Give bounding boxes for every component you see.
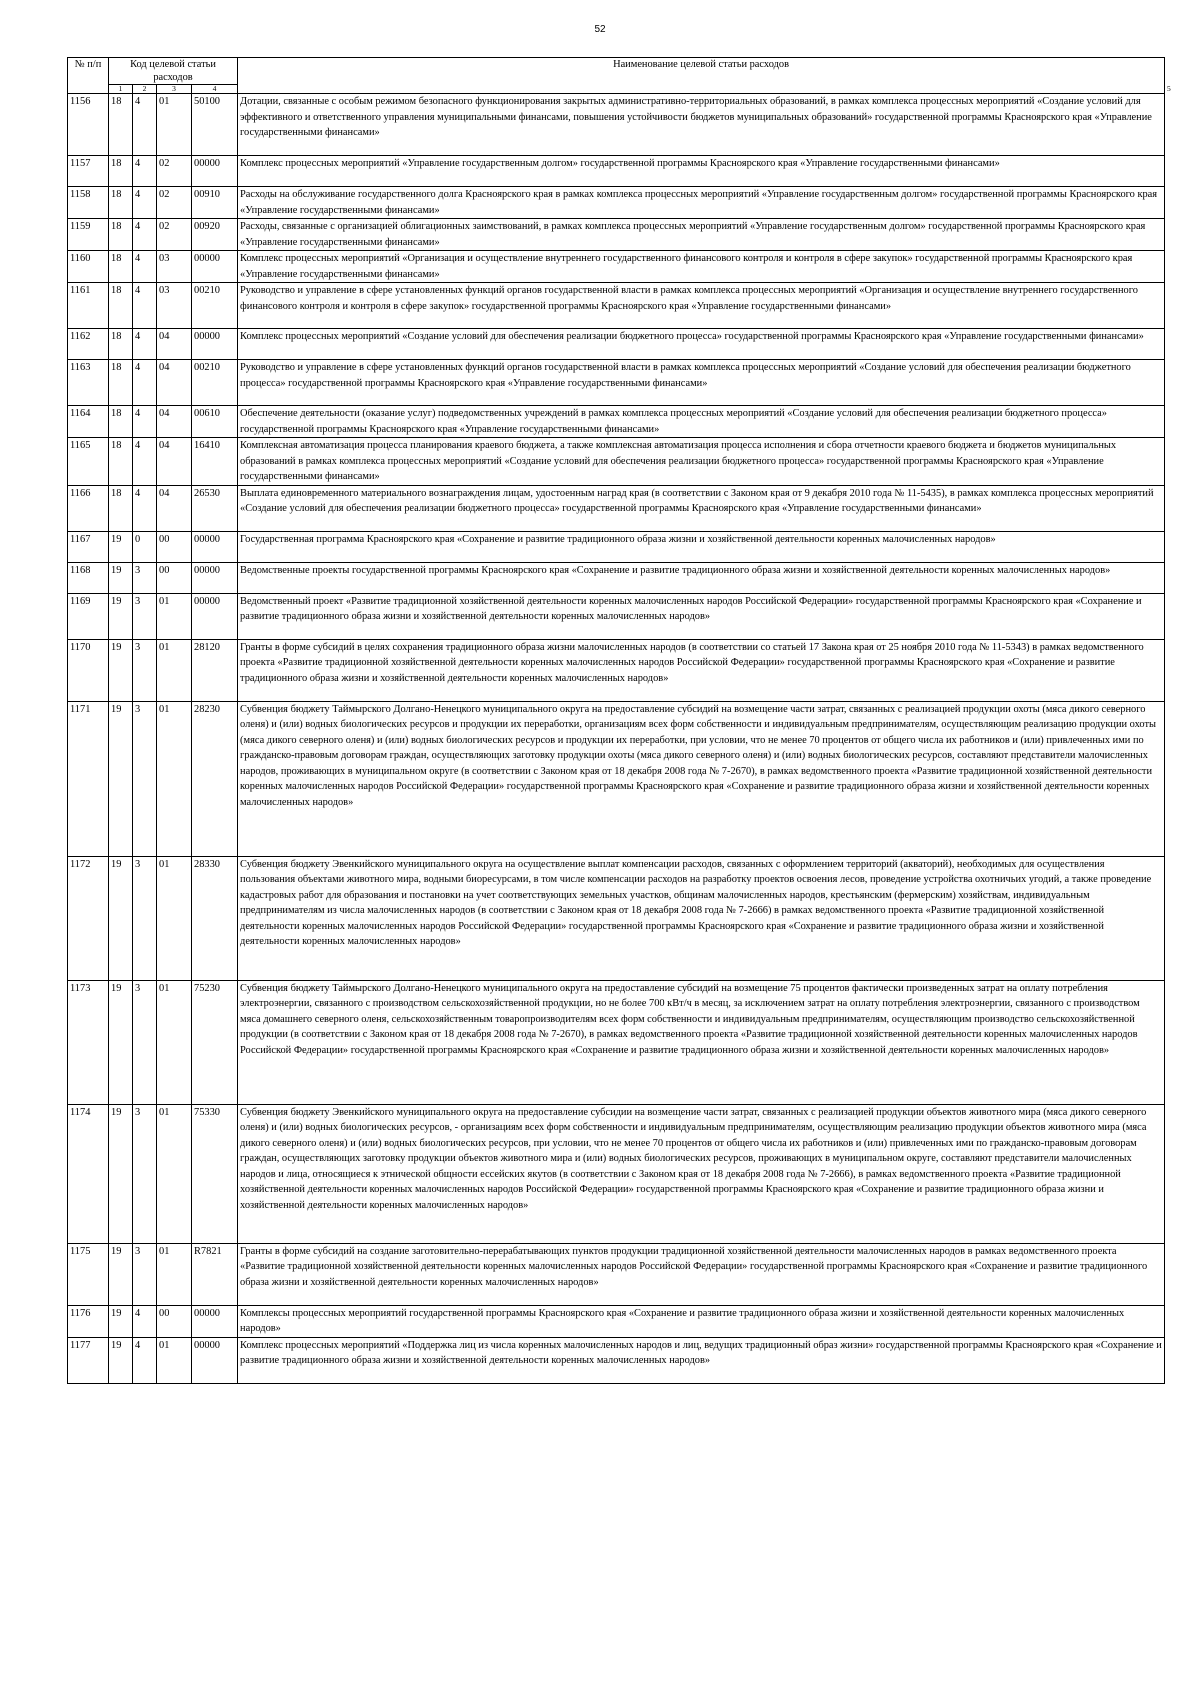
code-subprogram: 3	[133, 1104, 157, 1243]
header-num: № п/п	[68, 58, 109, 94]
col-number: 1	[109, 85, 133, 94]
code-subprogram: 4	[133, 360, 157, 406]
code-direction: 50100	[192, 94, 238, 156]
code-group: 02	[157, 156, 192, 187]
row-number: 1164	[68, 406, 109, 438]
expense-item-name: Субвенция бюджету Эвенкийского муниципального округа на осуществление выплат компенсации расходов, связанных с оформлением территорий (акваторий), необходимых для осуществления пользования объектами животного мира, водными биоресурсами, в том числе компенсации расходов на разработку проектов освоения лесов, проведение устройства охотничьих угодий, а также проведение кадастровых работ для образования и постановки на учет соответствующих земельных участков, общинам малочисленных народов, крестьянским (фермерским) хозяйствам, индивидуальным предпринимателям из числа малочисленных народов (в соответствии с Законом края от 18 декабря 2008 года № 7-2666) в рамках ведомственного проекта «Развитие традиционной хозяйственной деятельности коренных малочисленных народов Российской Федерации» государственной программы Красноярского края «Сохранение и развитие традиционного образа жизни и хозяйственной деятельности коренных малочисленных народов»	[238, 856, 1165, 980]
table-row	[68, 94, 1165, 156]
expense-item-name: Ведомственный проект «Развитие традиционной хозяйственной деятельности коренных малочисленных народов Российской Федерации» государственной программы Красноярского края «Сохранение и развитие традиционного образа жизни и хозяйственной деятельности коренных малочисленных народов»	[238, 593, 1165, 639]
code-program: 19	[109, 1104, 133, 1243]
table-row	[68, 360, 1165, 406]
row-number: 1162	[68, 329, 109, 360]
code-direction: 00000	[192, 562, 238, 593]
code-group: 01	[157, 639, 192, 701]
code-group: 01	[157, 856, 192, 980]
code-program: 19	[109, 531, 133, 562]
expense-item-name: Комплекс процессных мероприятий «Управление государственным долгом» государственной программы Красноярского края «Управление государственными финансами»	[238, 156, 1165, 187]
code-group: 01	[157, 980, 192, 1104]
code-subprogram: 4	[133, 329, 157, 360]
row-number: 1174	[68, 1104, 109, 1243]
code-subprogram: 3	[133, 856, 157, 980]
code-subprogram: 4	[133, 1305, 157, 1337]
code-direction: 00610	[192, 406, 238, 438]
code-group: 01	[157, 1104, 192, 1243]
code-group: 04	[157, 406, 192, 438]
code-program: 18	[109, 94, 133, 156]
table-row	[68, 187, 1165, 219]
code-group: 04	[157, 438, 192, 486]
row-number: 1167	[68, 531, 109, 562]
code-direction: 28120	[192, 639, 238, 701]
code-direction: 00000	[192, 251, 238, 283]
code-group: 01	[157, 94, 192, 156]
code-program: 19	[109, 701, 133, 856]
table-row	[68, 639, 1165, 701]
code-program: 18	[109, 329, 133, 360]
header-name: Наименование целевой статьи расходов	[238, 58, 1165, 94]
table-row	[68, 406, 1165, 438]
code-subprogram: 4	[133, 187, 157, 219]
row-number: 1171	[68, 701, 109, 856]
row-number: 1172	[68, 856, 109, 980]
code-program: 18	[109, 438, 133, 486]
row-number: 1157	[68, 156, 109, 187]
code-group: 04	[157, 485, 192, 531]
code-subprogram: 4	[133, 219, 157, 251]
code-subprogram: 3	[133, 562, 157, 593]
code-group: 03	[157, 251, 192, 283]
code-subprogram: 3	[133, 980, 157, 1104]
expense-item-name: Гранты в форме субсидий в целях сохранения традиционного образа жизни малочисленных народов (в соответствии со статьей 17 Закона края от 25 ноября 2010 года № 11-5343) в рамках ведомственного проекта «Развитие традиционной хозяйственной деятельности коренных малочисленных народов Российской Федерации» государственной программы Красноярского края «Сохранение и развитие традиционного образа жизни и хозяйственной деятельности коренных малочисленных народов»	[238, 639, 1165, 701]
col-number: 4	[192, 85, 238, 94]
table-row	[68, 156, 1165, 187]
expense-item-name: Руководство и управление в сфере установленных функций органов государственной власти в рамках комплекса процессных мероприятий «Организация и осуществление внутреннего государственного финансового контроля и контроля в сфере закупок» государственной программы Красноярского края «Управление государственными финансами»	[238, 283, 1165, 329]
code-program: 18	[109, 187, 133, 219]
table-row	[68, 1305, 1165, 1337]
code-program: 18	[109, 283, 133, 329]
code-group: 04	[157, 360, 192, 406]
table-row	[68, 1243, 1165, 1305]
code-direction: 16410	[192, 438, 238, 486]
col-number: 3	[157, 85, 192, 94]
code-direction: 00000	[192, 531, 238, 562]
table-row	[68, 219, 1165, 251]
expense-item-name: Субвенция бюджету Эвенкийского муниципального округа на предоставление субсидии на возмещение части затрат, связанных с реализацией продукции объектов животного мира (мяса дикого северного оленя) и (или) водных биологических ресурсов, - организациям всех форм собственности и индивидуальным предпринимателям, осуществляющим реализацию продукции объектов животного мира (мяса дикого северного оленя) и (или) водных биологических ресурсов, при условии, что не менее 70 процентов от общего числа их работников и (или) привлеченных ими по гражданско-правовым договорам граждан, осуществляющих заготовку продукции объектов животного мира и (или) водных биологических ресурсов, проживающих в муниципальном округе, составляют представители малочисленных народов и лица, относящиеся к этнической общности ессейских якутов (в соответствии с Законом края от 18 декабря 2008 года № 7-2666), в рамках ведомственного проекта «Развитие традиционной хозяйственной деятельности коренных малочисленных народов Российской Федерации» государственной программы Красноярского края «Сохранение и развитие традиционного образа жизни и хозяйственной деятельности коренных малочисленных народов»	[238, 1104, 1165, 1243]
code-subprogram: 4	[133, 283, 157, 329]
expense-item-name: Ведомственные проекты государственной программы Красноярского края «Сохранение и развитие традиционного образа жизни и хозяйственной деятельности коренных малочисленных народов»	[238, 562, 1165, 593]
code-direction: 00000	[192, 1337, 238, 1383]
expense-item-name: Гранты в форме субсидий на создание заготовительно-перерабатывающих пунктов продукции традиционной хозяйственной деятельности малочисленных народов в рамках ведомственного проекта «Развитие традиционной хозяйственной деятельности коренных малочисленных народов Российской Федерации» государственной программы Красноярского края «Сохранение и развитие традиционного образа жизни и хозяйственной деятельности коренных малочисленных народов»	[238, 1243, 1165, 1305]
code-group: 00	[157, 562, 192, 593]
code-subprogram: 4	[133, 438, 157, 486]
row-number: 1175	[68, 1243, 109, 1305]
table-row	[68, 438, 1165, 486]
code-direction: 26530	[192, 485, 238, 531]
table-row	[68, 856, 1165, 980]
code-direction: R7821	[192, 1243, 238, 1305]
code-group: 00	[157, 1305, 192, 1337]
expense-item-name: Расходы, связанные с организацией облигационных заимствований, в рамках комплекса процессных мероприятий «Управление государственным долгом» государственной программы Красноярского края «Управление государственными финансами»	[238, 219, 1165, 251]
expense-item-name: Комплекс процессных мероприятий «Создание условий для обеспечения реализации бюджетного процесса» государственной программы Красноярского края «Управление государственными финансами»	[238, 329, 1165, 360]
code-direction: 00910	[192, 187, 238, 219]
code-subprogram: 4	[133, 485, 157, 531]
code-group: 01	[157, 1243, 192, 1305]
code-program: 19	[109, 1305, 133, 1337]
code-direction: 00000	[192, 156, 238, 187]
code-group: 00	[157, 531, 192, 562]
expense-item-name: Руководство и управление в сфере установленных функций органов государственной власти в рамках комплекса процессных мероприятий «Создание условий для обеспечения реализации бюджетного процесса» государственной программы Красноярского края «Управление государственными финансами»	[238, 360, 1165, 406]
code-direction: 28330	[192, 856, 238, 980]
code-program: 19	[109, 562, 133, 593]
row-number: 1156	[68, 94, 109, 156]
expense-item-name: Субвенция бюджету Таймырского Долгано-Ненецкого муниципального округа на предоставление субсидий на возмещение 75 процентов фактически произведенных затрат на оплату потребления электроэнергии, связанного с производством сельскохозяйственной продукции, но не более 700 кВт/ч в месяц, за исключением затрат на оплату потребления электроэнергии, связанного с производством мяса домашнего северного оленя, сельскохозяйственным товаропроизводителям всех форм собственности и индивидуальным предпринимателям, осуществляющим производство сельскохозяйственной продукции (в соответствии с Законом края от 18 декабря 2008 года № 7-2670), в рамках ведомственного проекта «Развитие традиционной хозяйственной деятельности коренных малочисленных народов Российской Федерации» государственной программы Красноярского края «Сохранение и развитие традиционного образа жизни и хозяйственной деятельности коренных малочисленных народов»	[238, 980, 1165, 1104]
table-row	[68, 701, 1165, 856]
expense-item-name: Комплексы процессных мероприятий государственной программы Красноярского края «Сохранение и развитие традиционного образа жизни и хозяйственной деятельности коренных малочисленных народов»	[238, 1305, 1165, 1337]
code-direction: 00920	[192, 219, 238, 251]
header-code-group: Код целевой статьи расходов	[109, 58, 238, 85]
row-number: 1170	[68, 639, 109, 701]
code-program: 19	[109, 593, 133, 639]
code-direction: 00000	[192, 593, 238, 639]
code-program: 19	[109, 1243, 133, 1305]
code-subprogram: 4	[133, 1337, 157, 1383]
code-program: 18	[109, 360, 133, 406]
col-number: 2	[133, 85, 157, 94]
code-program: 19	[109, 980, 133, 1104]
row-number: 1160	[68, 251, 109, 283]
row-number: 1176	[68, 1305, 109, 1337]
row-number: 1177	[68, 1337, 109, 1383]
code-program: 19	[109, 856, 133, 980]
code-subprogram: 3	[133, 639, 157, 701]
code-group: 02	[157, 187, 192, 219]
code-direction: 28230	[192, 701, 238, 856]
code-group: 01	[157, 1337, 192, 1383]
code-direction: 00000	[192, 329, 238, 360]
code-subprogram: 4	[133, 94, 157, 156]
code-subprogram: 0	[133, 531, 157, 562]
code-program: 18	[109, 219, 133, 251]
expense-item-name: Государственная программа Красноярского края «Сохранение и развитие традиционного образа жизни и хозяйственной деятельности коренных малочисленных народов»	[238, 531, 1165, 562]
code-program: 18	[109, 251, 133, 283]
table-row	[68, 329, 1165, 360]
code-direction: 75330	[192, 1104, 238, 1243]
code-direction: 00210	[192, 360, 238, 406]
code-subprogram: 3	[133, 1243, 157, 1305]
code-group: 04	[157, 329, 192, 360]
row-number: 1168	[68, 562, 109, 593]
code-direction: 00210	[192, 283, 238, 329]
table-row	[68, 1104, 1165, 1243]
table-row	[68, 1337, 1165, 1383]
table-row	[68, 562, 1165, 593]
row-number: 1163	[68, 360, 109, 406]
table-row	[68, 593, 1165, 639]
row-number: 1159	[68, 219, 109, 251]
table-row	[68, 283, 1165, 329]
code-group: 01	[157, 593, 192, 639]
code-program: 18	[109, 485, 133, 531]
code-group: 02	[157, 219, 192, 251]
code-group: 01	[157, 701, 192, 856]
table-row	[68, 485, 1165, 531]
page-number: 52	[594, 24, 606, 35]
row-number: 1169	[68, 593, 109, 639]
expense-item-name: Комплексная автоматизация процесса планирования краевого бюджета, а также комплексная автоматизация процесса исполнения и сбора отчетности краевого бюджета и бюджетов муниципальных образований в рамках комплекса процессных мероприятий «Создание условий для обеспечения реализации бюджетного процесса» государственной программы Красноярского края «Управление государственными финансами»	[238, 438, 1165, 486]
row-number: 1166	[68, 485, 109, 531]
expense-item-name: Субвенция бюджету Таймырского Долгано-Ненецкого муниципального округа на предоставление субсидий на возмещение части затрат, связанных с реализацией продукции охоты (мяса дикого северного оленя) и (или) водных биологических ресурсов и продукции их переработки, организациям всех форм собственности и индивидуальным предпринимателям, осуществляющим реализацию продукции охоты (мяса дикого северного оленя) и (или) водных биологических ресурсов и продукции их переработки, при условии, что не менее 70 процентов от общего числа их работников и (или) привлеченных ими по гражданско-правовым договорам граждан, осуществляющих заготовку продукции охоты (мяса дикого северного оленя) и (или) водных биологических ресурсов, составляют представители малочисленных народов, проживающих в муниципальном округе (в соответствии с Законом края от 18 декабря 2008 года № 7-2670), в рамках ведомственного проекта «Развитие традиционной хозяйственной деятельности коренных малочисленных народов Российской Федерации» государственной программы Красноярского края «Сохранение и развитие традиционного образа жизни и хозяйственной деятельности коренных малочисленных народов»	[238, 701, 1165, 856]
expense-item-name: Выплата единовременного материального вознаграждения лицам, удостоенным наград края (в соответствии с Законом края от 9 декабря 2010 года № 11-5435), в рамках комплекса процессных мероприятий «Создание условий для обеспечения реализации бюджетного процесса» государственной программы Красноярского края «Управление государственными финансами»	[238, 485, 1165, 531]
code-program: 18	[109, 156, 133, 187]
code-program: 19	[109, 639, 133, 701]
table-body	[68, 94, 1165, 1384]
row-number: 1165	[68, 438, 109, 486]
code-subprogram: 4	[133, 251, 157, 283]
row-number: 1173	[68, 980, 109, 1104]
table-row	[68, 980, 1165, 1104]
table-row	[68, 531, 1165, 562]
budget-table: № п/п Код целевой статьи расходов Наименование целевой статьи расходов 1 2 3 4 5 1156 18 4 01 50100 Дотации, связанные с особым режимом безопасного функционирования закрытых административно-территориальных образований, в рамках комплекса процессных мероприятий «Создание условий для эффективного и ответственного управления муниципальными финансами, повышения устойчивости бюджетов муниципальных образований» государственной программы Красноярского края «Управление государственными финансами» 1157 18 4 02 00000 Комплекс процессных мероприятий «Управление государственным долгом» государственной программы Красноярского края «Управление государственными финансами» 1158 18 4 02 00910 Расходы на обслуживание государственного долга Красноярского края в рамках комплекса процессных мероприятий «Управление государственным долгом» государственной программы Красноярского края «Управление государственными финансами» 1159 18 4 02 00920 Расходы, связанные с организацией облигационных заимствований, в рамках комплекса процессных мероприятий «Управление государственным долгом» государственной программы Красноярского края «Управление государственными финансами» 1160 18 4 03 00000 Комплекс процессных мероприятий «Организация и осуществление внутреннего государственного финансового контроля и контроля в сфере закупок» государственной программы Красноярского края «Управление государственными финансами» 1161 18 4 03 00210 Руководство и управление в сфере установленных функций органов государственной власти в рамках комплекса процессных мероприятий «Организация и осуществление внутреннего государственного финансового контроля и контроля в сфере закупок» государственной программы Красноярского края «Управление государственными финансами» 1162 18 4 04 00000 Комплекс процессных мероприятий «Создание условий для обеспечения реализации бюджетного процесса» государственной программы Красноярского края «Управление государственными финансами» 1163 18 4 04 00210 Руководство и управление в сфере установленных функций органов государственной власти в рамках комплекса процессных мероприятий «Создание условий для обеспечения реализации бюджетного процесса» государственной программы Красноярского края «Управление государственными финансами» 1164 18 4 04 00610 Обеспечение деятельности (оказание услуг) подведомственных учреждений в рамках комплекса процессных мероприятий «Создание условий для обеспечения реализации бюджетного процесса» государственной программы Красноярского края «Управление государственными финансами» 1165 18 4 04 16410 Комплексная автоматизация процесса планирования краевого бюджета, а также комплексная автоматизация процесса исполнения и сбора отчетности краевого бюджета и бюджетов муниципальных образований в рамках комплекса процессных мероприятий «Создание условий для обеспечения реализации бюджетного процесса» государственной программы Красноярского края «Управление государственными финансами» 1166 18 4 04 26530 Выплата единовременного материального вознаграждения лицам, удостоенным наград края (в соответствии с Законом края от 9 декабря 2010 года № 11-5435), в рамках комплекса процессных мероприятий «Создание условий для обеспечения реализации бюджетного процесса» государственной программы Красноярского края «Управление государственными финансами» 1167 19 0 00 00000 Государственная программа Красноярского края «Сохранение и развитие традиционного образа жизни и хозяйственной деятельности коренных малочисленных народов» 1168 19 3 00 00000 Ведомственные проекты государственной программы Красноярского края «Сохранение и развитие традиционного образа жизни и хозяйственной деятельности коренных малочисленных народов» 1169 19 3 01 00000 Ведомственный проект «Развитие традиционной хозяйственной деятельности коренных малочисленных народов Российской Федерации» государственной программы Красноярского края «Сохранение и развитие традиционного образа жизни и хозяйственной деятельности коренных малочисленных народов» 1170 19 3 01 28120 Гранты в форме субсидий в целях сохранения традиционного образа жизни малочисленных народов (в соответствии со статьей 17 Закона края от 25 ноября 2010 года № 11-5343) в рамках ведомственного проекта «Развитие традиционной хозяйственной деятельности коренных малочисленных народов Российской Федерации» государственной программы Красноярского края «Сохранение и развитие традиционного образа жизни и хозяйственной деятельности коренных малочисленных народов» 1171 19 3 01 28230 Субвенция бюджету Таймырского Долгано-Ненецкого муниципального округа на предоставление субсидий на возмещение части затрат, связанных с реализацией продукции охоты (мяса дикого северного оленя) и (или) водных биологических ресурсов и продукции их переработки, организациям всех форм собственности и индивидуальным предпринимателям, осуществляющим реализацию продукции охоты (мяса дикого северного оленя) и (или) водных биологических ресурсов и продукции их переработки, при условии, что не менее 70 процентов от общего числа их работников и (или) привлеченных ими по гражданско-правовым договорам граждан, осуществляющих заготовку продукции охоты (мяса дикого северного оленя) и (или) водных биологических ресурсов, составляют представители малочисленных народов, проживающих в муниципальном округе (в соответствии с Законом края от 18 декабря 2008 года № 7-2670), в рамках ведомственного проекта «Развитие традиционной хозяйственной деятельности коренных малочисленных народов Российской Федерации» государственной программы Красноярского края «Сохранение и развитие традиционного образа жизни и хозяйственной деятельности коренных малочисленных народов» 1172 19 3 01 28330 Субвенция бюджету Эвенкийского муниципального округа на осуществление выплат компенсации расходов, связанных с оформлением территорий (акваторий), необходимых для осуществления пользования объектами животного мира, водными биоресурсами, в том числе компенсации расходов на разработку проектов освоения лесов, проведение устройства охотничьих угодий, а также проведение кадастровых работ для образования и постановки на учет соответствующих земельных участков, общинам малочисленных народов, крестьянским (фермерским) хозяйствам, индивидуальным предпринимателям из числа малочисленных народов (в соответствии с Законом края от 18 декабря 2008 года № 7-2666) в рамках ведомственного проекта «Развитие традиционной хозяйственной деятельности коренных малочисленных народов Российской Федерации» государственной программы Красноярского края «Сохранение и развитие традиционного образа жизни и хозяйственной деятельности коренных малочисленных народов» 1173 19 3 01 75230 Субвенция бюджету Таймырского Долгано-Ненецкого муниципального округа на предоставление субсидий на возмещение 75 процентов фактически произведенных затрат на оплату потребления электроэнергии, связанного с производством сельскохозяйственной продукции, но не более 700 кВт/ч в месяц, за исключением затрат на оплату потребления электроэнергии, связанного с производством мяса домашнего северного оленя, сельскохозяйственным товаропроизводителям всех форм собственности и индивидуальным предпринимателям, осуществляющим производство сельскохозяйственной продукции (в соответствии с Законом края от 18 декабря 2008 года № 7-2670), в рамках ведомственного проекта «Развитие традиционной хозяйственной деятельности коренных малочисленных народов Российской Федерации» государственной программы Красноярского края «Сохранение и развитие традиционного образа жизни и хозяйственной деятельности коренных малочисленных народов» 1174 19 3 01 75330 Субвенция бюджету Эвенкийского муниципального округа на предоставление субсидии на возмещение части затрат, связанных с реализацией продукции объектов животного мира (мяса дикого северного оленя) и (или) водных биологических ресурсов, - организациям всех форм собственности и индивидуальным предпринимателям, осуществляющим реализацию продукции объектов животного мира (мяса дикого северного оленя) и (или) водных биологических ресурсов, при условии, что не менее 70 процентов от общего числа их работников и (или) привлеченных ими по гражданско-правовым договорам граждан, осуществляющих заготовку продукции объектов животного мира и (или) водных биологических ресурсов, проживающих в муниципальном округе, составляют представители малочисленных народов и лица, относящиеся к этнической общности ессейских якутов (в соответствии с Законом края от 18 декабря 2008 года № 7-2666), в рамках ведомственного проекта «Развитие традиционной хозяйственной деятельности коренных малочисленных народов Российской Федерации» государственной программы Красноярского края «Сохранение и развитие традиционного образа жизни и хозяйственной деятельности коренных малочисленных народов» 1175 19 3 01 R7821 Гранты в форме субсидий на создание заготовительно-перерабатывающих пунктов продукции традиционной хозяйственной деятельности малочисленных народов в рамках ведомственного проекта «Развитие традиционной хозяйственной деятельности коренных малочисленных народов Российской Федерации» государственной программы Красноярского края «Сохранение и развитие традиционного образа жизни и хозяйственной деятельности коренных малочисленных народов» 1176 19 4 00 00000 Комплексы процессных мероприятий государственной программы Красноярского края «Сохранение и развитие традиционного образа жизни и хозяйственной деятельности коренных малочисленных народов» 1177 19 4 01 00000 Комплекс процессных мероприятий «Поддержка лиц из числа коренных малочисленных народов и лиц, ведущих традиционный образ жизни» государственной программы Красноярского края «Сохранение и развитие традиционного образа жизни и хозяйственной деятельности коренных малочисленных народов»	[67, 57, 1165, 1384]
expense-item-name: Обеспечение деятельности (оказание услуг) подведомственных учреждений в рамках комплекса процессных мероприятий «Создание условий для обеспечения реализации бюджетного процесса» государственной программы Красноярского края «Управление государственными финансами»	[238, 406, 1165, 438]
code-subprogram: 3	[133, 701, 157, 856]
expense-item-name: Расходы на обслуживание государственного долга Красноярского края в рамках комплекса процессных мероприятий «Управление государственным долгом» государственной программы Красноярского края «Управление государственными финансами»	[238, 187, 1165, 219]
code-direction: 00000	[192, 1305, 238, 1337]
expense-item-name: Дотации, связанные с особым режимом безопасного функционирования закрытых административно-территориальных образований, в рамках комплекса процессных мероприятий «Создание условий для эффективного и ответственного управления муниципальными финансами, повышения устойчивости бюджетов муниципальных образований» государственной программы Красноярского края «Управление государственными финансами»	[238, 94, 1165, 156]
table-row	[68, 251, 1165, 283]
code-subprogram: 4	[133, 156, 157, 187]
code-program: 18	[109, 406, 133, 438]
code-group: 03	[157, 283, 192, 329]
code-program: 19	[109, 1337, 133, 1383]
row-number: 1158	[68, 187, 109, 219]
code-direction: 75230	[192, 980, 238, 1104]
expense-item-name: Комплекс процессных мероприятий «Поддержка лиц из числа коренных малочисленных народов и лиц, ведущих традиционный образ жизни» государственной программы Красноярского края «Сохранение и развитие традиционного образа жизни и хозяйственной деятельности коренных малочисленных народов»	[238, 1337, 1165, 1383]
code-subprogram: 3	[133, 593, 157, 639]
row-number: 1161	[68, 283, 109, 329]
code-subprogram: 4	[133, 406, 157, 438]
expense-item-name: Комплекс процессных мероприятий «Организация и осуществление внутреннего государственного финансового контроля и контроля в сфере закупок» государственной программы Красноярского края «Управление государственными финансами»	[238, 251, 1165, 283]
